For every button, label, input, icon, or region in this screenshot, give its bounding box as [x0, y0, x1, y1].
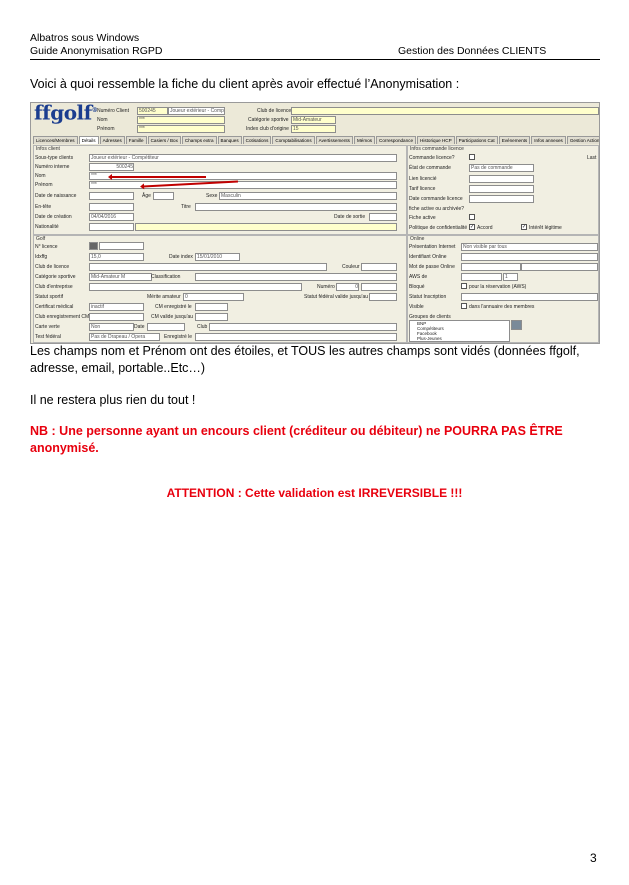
nom-top-field[interactable]: *** [137, 116, 225, 124]
interet-checkbox[interactable]: ✓ [522, 224, 527, 230]
numero-client-field[interactable]: 500245 [137, 107, 168, 115]
accord-checkbox[interactable]: ✓ [470, 224, 475, 230]
statut-inscription-label: Statut Inscription [409, 294, 447, 300]
visible-checkbox[interactable] [461, 303, 467, 309]
etat-commande-field[interactable]: Pas de commande [469, 164, 534, 172]
nom-top-label: Nom [97, 117, 108, 123]
date-naissance-label: Date de naissance [35, 193, 77, 199]
nom-field[interactable]: *** [89, 172, 397, 180]
nationalite-field[interactable] [89, 223, 134, 231]
date-creation-label: Date de création [35, 214, 72, 220]
sexe-label: Sexe [206, 193, 218, 199]
club-cm-field[interactable] [89, 313, 144, 321]
club-licence-label: Club de licence [35, 264, 70, 270]
bloque-label: Bloqué [409, 284, 425, 290]
numero-interne-field[interactable]: 500245 [89, 163, 134, 171]
sexe-field[interactable]: Masculin [219, 192, 397, 200]
attention-warning: ATTENTION : Cette validation est IRREVERSIBLE !!! [166, 486, 463, 500]
numero-interne-label: Numéro interne [35, 164, 70, 170]
merite-label: Mérite amateur [147, 294, 181, 300]
test-federal-label: Test fédéral [35, 334, 61, 340]
client-type-field[interactable]: Joueur extérieur - Comp [170, 108, 224, 114]
nom-label: Nom [35, 173, 46, 179]
date-index-label: Date index [169, 254, 193, 260]
groupe-item[interactable]: Facebook [417, 331, 437, 336]
tab-historique-hcp[interactable]: Historique HCP [417, 136, 455, 144]
tab-champs-extra[interactable]: Champs extra [182, 136, 217, 144]
tab-gestion-action[interactable]: Gestion Action [567, 136, 600, 144]
tab-evenements[interactable]: Evénements [499, 136, 531, 144]
groupe-item[interactable]: BNP [417, 321, 427, 326]
club-entreprise-field[interactable] [89, 283, 302, 291]
presentation-label: Présentation Internet [409, 244, 456, 250]
test-federal-field[interactable]: Pas de Drapeau / Opera [89, 333, 160, 341]
index-origine-field[interactable]: 15 [291, 125, 336, 133]
date-commande-field[interactable] [469, 195, 534, 203]
nom-arrow [111, 176, 206, 178]
club-label: Club [197, 324, 208, 330]
classification-label: Classification [151, 274, 181, 280]
last-label: Last [587, 155, 597, 161]
fiche-active-label: Fiche active [409, 215, 436, 221]
mdp-label: Mot de passe Online [409, 264, 455, 270]
tarif-licence-field[interactable] [469, 185, 534, 193]
identifiant-field[interactable] [461, 253, 598, 261]
bloque-checkbox[interactable] [461, 283, 467, 289]
tab-details[interactable]: Détails [79, 136, 99, 144]
merite-field[interactable]: 0 [183, 293, 244, 301]
categorie-top-field[interactable]: Mid-Amateur [291, 116, 336, 124]
header-app-name: Albatros sous Windows [30, 32, 140, 44]
explanation-paragraph: Les champs nom et Prénom ont des étoiles, et TOUS les autres champs sont vidés (données ffgolf, adresse, email, portable..Etc…) [30, 344, 580, 375]
archive-label: fiche active ou archivée? [409, 206, 465, 212]
categorie-label: Catégorie sportive [35, 274, 76, 280]
header-rule [30, 59, 600, 60]
groupe-item[interactable]: Compétiteurs [417, 326, 444, 331]
licence-icon[interactable] [89, 242, 98, 250]
sous-type-label: Sous-type clients [35, 155, 74, 161]
nothing-left-paragraph: Il ne restera plus rien du tout ! [30, 393, 196, 407]
sous-type-field[interactable]: Joueur extérieur - Compétiteur [89, 154, 397, 162]
interet-label: Intérêt légitime [529, 225, 562, 231]
lien-licencie-field[interactable] [469, 175, 534, 183]
tab-correspondance[interactable]: Correspondance [376, 136, 416, 144]
tab-banques[interactable]: Banques [218, 136, 242, 144]
visible-label: Visible [409, 304, 424, 310]
categorie-field[interactable]: Mid-Amateur M [89, 273, 152, 281]
date-label: Date [134, 324, 145, 330]
numero-field[interactable]: 0 [336, 283, 359, 291]
cm-enregistre-field[interactable] [195, 303, 228, 311]
prenom-label: Prénom [35, 182, 53, 188]
date-creation-field[interactable]: 04/04/2016 [89, 213, 134, 221]
reservation-label: pour la réservation (AWS) [469, 284, 527, 290]
age-field[interactable] [153, 192, 174, 200]
entete-field[interactable] [89, 203, 134, 211]
certificat-field[interactable]: inactif [89, 303, 144, 311]
index-field[interactable]: 15,0 [89, 253, 144, 261]
club-licence-top-field[interactable] [291, 107, 599, 115]
numero-label: Numéro [317, 284, 335, 290]
mdp-extra-field[interactable] [521, 263, 598, 271]
golf-title: Golf [36, 236, 46, 242]
lien-licencie-label: Lien licencié [409, 176, 437, 182]
date-commande-label: Date commande licence [409, 196, 463, 202]
club-field[interactable] [209, 323, 397, 331]
aws-label: AWS de [409, 274, 428, 280]
fiche-active-checkbox[interactable] [469, 214, 475, 220]
tab-famille[interactable]: Famille [126, 136, 147, 144]
aws-field[interactable] [461, 273, 502, 281]
statut-sportif-label: Statut sportif [35, 294, 64, 300]
categorie-top-label: Catégorie sportive [248, 117, 289, 123]
etat-commande-label: État de commande [409, 165, 451, 171]
identifiant-label: Identifiant Online [409, 254, 447, 260]
tab-infos-annexes[interactable]: Infos annexes [531, 136, 566, 144]
date-sortie-field[interactable] [369, 213, 397, 221]
nb-warning: NB : Une personne ayant un encours client (créditeur ou débiteur) ne POURRA PAS ÊTRE anonymisé. [30, 424, 563, 455]
nationalite-detail-field[interactable] [135, 223, 397, 231]
couleur-field[interactable] [361, 263, 397, 271]
certificat-label: Certificat médical [35, 304, 74, 310]
commande-licence-checkbox[interactable] [469, 154, 475, 160]
cm-valide-field[interactable] [195, 313, 228, 321]
titre-label: Titre [181, 204, 191, 210]
groupe-item[interactable]: Plus-Jeunes [417, 336, 442, 341]
tab-casiers[interactable]: Casiers / Box [148, 136, 181, 144]
tab-adresses[interactable]: Adresses [100, 136, 125, 144]
tab-participations[interactable]: Participations Cat [456, 136, 498, 144]
prenom-top-label: Prénom [97, 126, 115, 132]
intro-text: Voici à quoi ressemble la fiche du client après avoir effectué l’Anonymisation : [30, 77, 460, 91]
numero-client-label: Numéro Client [97, 108, 129, 114]
club-licence-field[interactable] [89, 263, 327, 271]
politique-label: Politique de confidentialité [409, 225, 468, 231]
club-entreprise-label: Club d'entreprise [35, 284, 73, 290]
annuaire-label: dans l'annuaire des membres [469, 304, 535, 310]
infos-client-title: Infos client [36, 146, 60, 152]
tab-comptabilisations[interactable]: Comptabilisations [272, 136, 314, 144]
entete-label: En-tête [35, 204, 52, 210]
client-record-screenshot [30, 102, 600, 344]
cm-valide-label: CM valide jusqu'au [151, 314, 194, 320]
ffgolf-logo: ffgolf® [34, 102, 98, 125]
date-naissance-field[interactable] [89, 192, 134, 200]
tarif-licence-label: Tarif licence [409, 186, 436, 192]
club-cm-label: Club enregistrement CM [35, 314, 90, 320]
date-index-field[interactable]: 15/01/2010 [195, 253, 240, 261]
nationalite-label: Nationalité [35, 224, 59, 230]
classification-field[interactable] [195, 273, 397, 281]
age-label: Âge [142, 193, 151, 199]
presentation-field[interactable]: Non visible par tous [461, 243, 598, 251]
index-origine-label: Index club d'origine [246, 126, 289, 132]
commande-licence-label: Commande licence? [409, 155, 455, 161]
page-number: 3 [590, 851, 597, 865]
titre-field[interactable] [195, 203, 397, 211]
date-sortie-label: Date de sortie [334, 214, 366, 220]
index-label: Idxffg [35, 254, 48, 260]
statut-federal-label: Statut fédéral valide jusqu'au [304, 294, 369, 300]
club-licence-top-label: Club de licence [257, 108, 292, 114]
couleur-label: Couleur [342, 264, 360, 270]
cm-enregistre-label: CM enregistré le [155, 304, 192, 310]
tab-licences[interactable]: Licences/Membres [33, 136, 78, 144]
groupes-edit-icon[interactable] [511, 320, 522, 330]
statut-inscription-field[interactable] [461, 293, 598, 301]
commande-licence-title: Infos commande licence [410, 146, 464, 152]
date-field[interactable] [147, 323, 185, 331]
mdp-field[interactable] [461, 263, 521, 271]
carte-verte-label: Carte verte [35, 324, 60, 330]
prenom-field[interactable]: *** [89, 181, 397, 189]
header-guide-title: Guide Anonymisation RGPD [30, 45, 163, 57]
online-title: Online [410, 236, 425, 242]
accord-label: Accord [477, 225, 493, 231]
enregistre-field[interactable] [195, 333, 397, 341]
licence-field[interactable] [99, 242, 144, 250]
groupes-label: Groupes de clients [409, 314, 451, 320]
prenom-top-field[interactable]: *** [137, 125, 225, 133]
enregistre-label: Enregistré le [164, 334, 193, 340]
document-header [30, 32, 162, 58]
record-tabs [33, 136, 600, 144]
numero-extra-field[interactable] [361, 283, 397, 291]
aws-value-field[interactable]: 1 [503, 273, 518, 281]
carte-verte-field[interactable]: Non [89, 323, 134, 331]
statut-federal-field[interactable] [369, 293, 397, 301]
tab-avertissements[interactable]: Avertissements [316, 136, 353, 144]
tab-cotisations[interactable]: Cotisations [243, 136, 272, 144]
tab-memos[interactable]: Mémos [354, 136, 375, 144]
header-section-title: Gestion des Données CLIENTS [398, 45, 547, 57]
licence-label: N° licence [35, 244, 58, 250]
